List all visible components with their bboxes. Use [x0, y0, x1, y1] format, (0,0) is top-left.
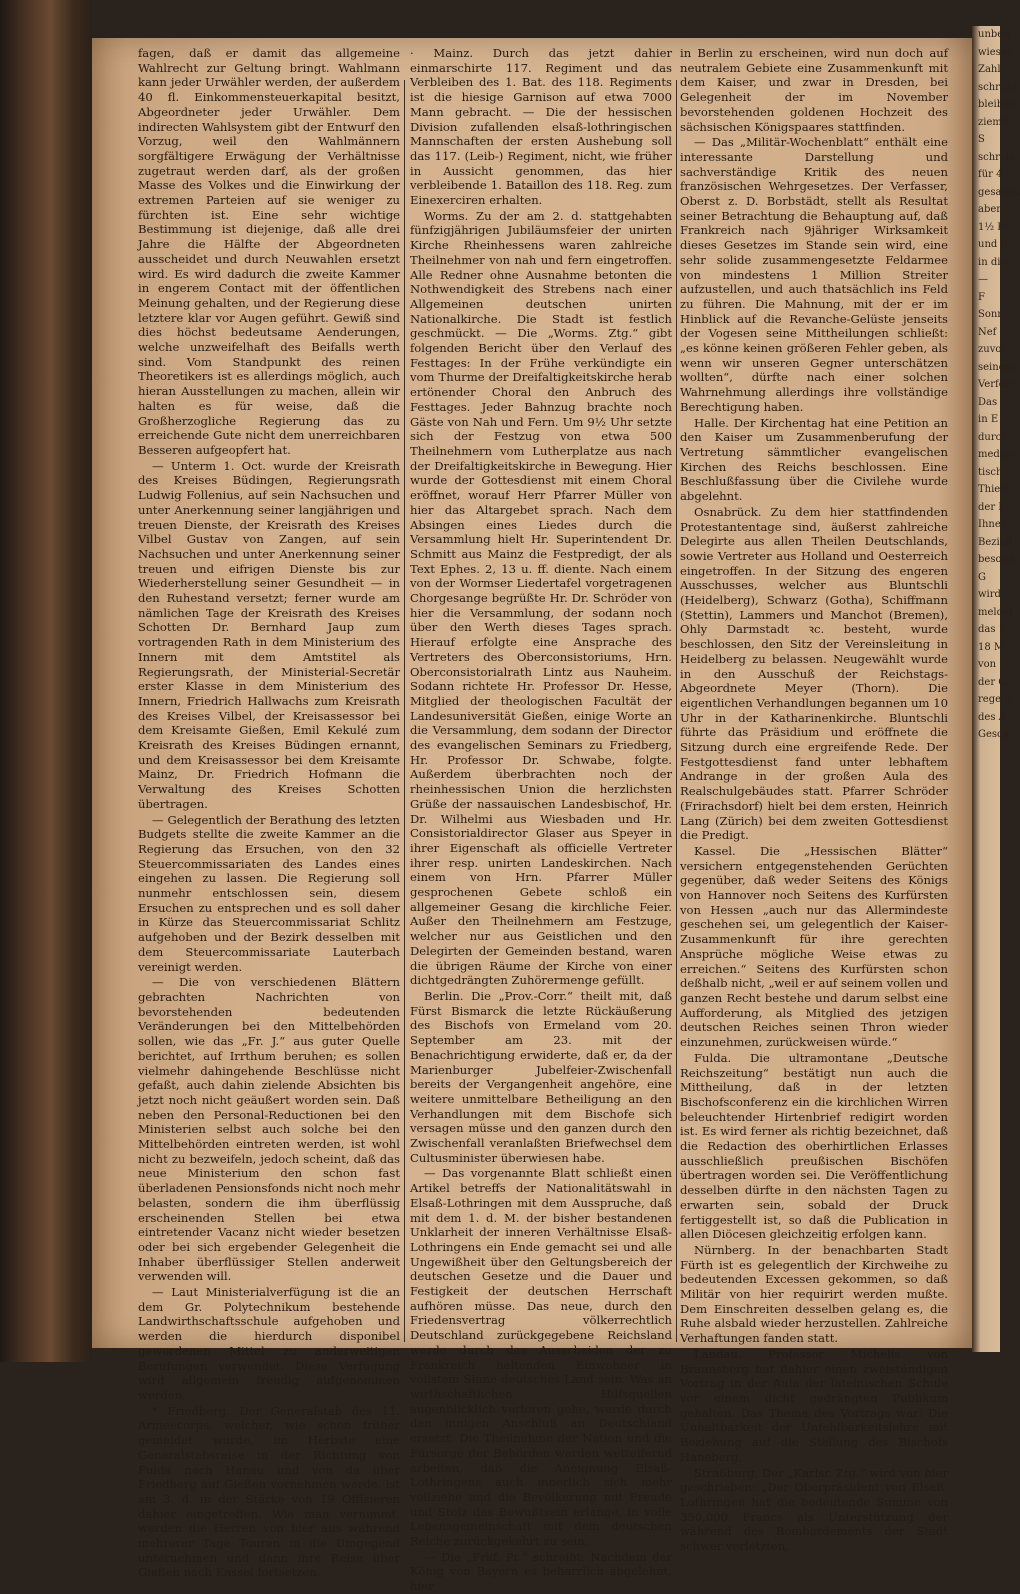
next-page-fragment: —: [978, 274, 988, 285]
next-page-fragment: Das: [978, 396, 998, 408]
next-page-fragment: meldet: [978, 606, 1013, 618]
article-paragraph: — Gelegentlich der Berathung des letzten Budgets stellte die zweite Kammer an die Regierung das Ersuchen, von den 32 Steuercommissariaten des Landes eines eingehen zu lassen. Die Regierung soll nunmehr entschlossen sein, diesem Ersuchen zu entsprechen und es soll daher in Kürze das Steuercommissariat Schlitz aufgehoben und der Bezirk desselben mit dem Steuercommissariate Lauterbach vereinigt werden.: [138, 812, 400, 974]
next-page-fragment: ziemli: [978, 116, 1009, 128]
right-column: [680, 46, 948, 1554]
adjacent-page-edge: [972, 26, 1020, 1352]
next-page-fragment: mediciv: [978, 449, 1018, 460]
next-page-fragment: der G: [978, 676, 1007, 688]
article-paragraph: — Das „Militär-Wochenblatt“ enthält eine interessante Darstellung und sachverständige Kritik des neuen französischen Wehrgesetzes. Der Verfasser, Oberst z. D. Borbstädt, stellt als Resultat seiner Betrachtung die Behauptung auf, daß Frankreich nach 9jähriger Wirksamkeit dieses Gesetzes im Stande sein wird, eine sehr solide zusammengesetzte Feldarmee von mindestens 1 Million Streiter aufzustellen, und auch thatsächlich ins Feld zu führen. Die Mahnung, mit der er im Hinblick auf die Revanche-Gelüste jenseits der Vogesen seine Mittheilungen schließt: „es könne keinen größeren Fehler geben, als wenn wir unseren Gegner unterschätzen wollten“, dürfte nach einer solchen Wahrnehmung allerdings ihre vollständige Berechtigung haben.: [680, 135, 948, 414]
book-spine: [0, 0, 92, 1362]
next-page-fragment: gesamm: [978, 186, 1020, 198]
article-paragraph: Worms. Zu der am 2. d. stattgehabten fünfzigjährigen Jubiläumsfeier der unirten Kirche Rheinhessens waren zahlreiche Theilnehmer von nah und fern eingetroffen. Alle Redner ohne Ausnahme betonten die Nothwendigkeit des Strebens nach einer Allgemeinen deutschen unirten Nationalkirche. Die Stadt ist festlich geschmückt. — Die „Worms. Ztg.“ gibt folgenden Bericht über den Verlauf des Festtages: In der Frühe verkündigte ein vom Thurme der Dreifaltigkeitskirche herab ertönender Choral den Anbruch des Festtages. Jeder Bahnzug brachte noch Gäste von Nah und Fern. Um 9½ Uhr setzte sich der Festzug von etwa 500 Theilnehmern vom Lutherplatze aus nach der Dreifaltigkeitskirche in Bewegung. Hier wurde der Gottesdienst mit einem Choral eröffnet, worauf Herr Pfarrer Müller von hier das Altargebet sprach. Nach dem Absingen eines Liedes durch die Versammlung hielt Hr. Superintendent Dr. Schmitt aus Mainz die Festpredigt, der als Text Ephes. 2, 13 u. ff. diente. Nach einem von der Wormser Liedertafel vorgetragenen Chorgesange begrüßte Hr. Dr. Schröder von hier die Versammlung, der sodann noch über den Werth dieses Tages sprach. Hierauf erfolgte eine Ansprache des Vertreters des Oberconsistoriums, Hrn. Oberconsistorialrath Lintz aus Nauheim. Sodann richtete Hr. Professor Dr. Hesse, Mitglied der theologischen Facultät der Landesuniversität Gießen, einige Worte an die Versammlung, dem sodann der Director des evangelischen Seminars zu Friedberg, Hr. Professor Dr. Schwabe, folgte. Außerdem überbrachten noch der rheinhessischen Union die herzlichsten Grüße der nassauischen Landesbischof, Hr. Dr. Wilhelmi aus Wiesbaden und Hr. Consistorialdirector Glaser aus Speyer in ihrer Eigenschaft als officielle Vertreter ihrer resp. unirten Landeskirchen. Nach einem von Hrn. Pfarrer Müller gesprochenen Gebete schloß ein allgemeiner Gesang die kirchliche Feier. Außer den Theilnehmern am Festzuge, welcher nur aus Geistlichen und den Delegirten der Gemeinden bestand, waren die übrigen Räume der Kirche von einer dichtgedrängten Zuhörermenge gefüllt.: [410, 208, 672, 988]
left-column: [138, 46, 400, 1580]
article-paragraph: Straßburg. Der „Karlsr. Ztg.“ wird von hier geschrieben: „Der Oberpräsident von Elsaß-Lothringen hat die bedeutende Summe von 350,000 Francs als Unterstützung der während des Bombardements der Stadt schwer verletzten,: [680, 1465, 948, 1554]
next-page-fragment: wiesen: [978, 46, 1014, 58]
next-page-fragment: das 1: [978, 624, 1006, 635]
article-paragraph: * Friedberg. Der Generalstab des 11. Armeecorps, welcher, wie schon früher gemeldet wurde, im Herbste eine Generalstabsreise in der Richtung von Fulda nach Hanau und von da über Friedberg auf Gießen vornehmen werde, ist am 3. d. in der Stärke von 19 Offizieren dahier eingetroffen. Wie man vernimmt, werden die Herren von hier aus während mehrerer Tage Touren in die Umgegend unternehmen und dann ihre Reise über Gießen nach Kassel fortsetzen.: [138, 1403, 400, 1580]
article-paragraph: Kassel. Die „Hessischen Blätter“ versichern entgegenstehenden Gerüchten gegenüber, daß weder Seitens des Königs von Hannover noch Seitens des Kurfürsten von Hessen „auch nur das Allermindeste geschehen sei, um gelegentlich der Kaiser-Zusammenkunft für ihre gerechten Ansprüche mögliche Weise etwas zu erreichen.“ Seitens des Kurfürsten schon deßhalb nicht, „weil er auf seinem vollen und ganzen Recht bestehe und darum selbst eine Aufforderung, als Mitglied des jetzigen deutschen Reiches seinen Thron wieder einzunehmen, zurückweisen würde.“: [680, 843, 948, 1050]
next-page-fragment: S: [978, 134, 985, 145]
column-divider: [404, 80, 405, 1342]
article-paragraph: — Laut Ministerialverfügung ist die an dem Gr. Polytechnikum bestehende Landwirthschaftsschule aufgehoben und werden die hierdurch disponibel gewordenen Mittel zu anderweitigen Berufungen verwendet. Diese Verfügung wird allgemein freudig aufgenommen werden.: [138, 1285, 400, 1402]
article-paragraph: — Die von verschiedenen Blättern gebrachten Nachrichten von bevorstehenden bedeutenden Veränderungen bei den Mittelbehörden sollen, wie das „Fr. J.“ aus guter Quelle berichtet, auf Irrthum beruhen; es sollen vielmehr dahingehende Beschlüsse nicht gefaßt, auch dahin zielende Absichten bis jetzt noch nicht geäußert worden sein. Daß neben den Personal-Reductionen bei den Ministerien selbst auch solche bei den Mittelbehörden eintreten werden, ist wohl nicht zu bezweifeln, jedoch scheint, daß das neue Ministerium den schon fast überladenen Pensionsfonds nicht noch mehr belasten, sondern die ihm überflüssig erscheinenden Stellen bei etwa eintretender Vacanz nicht wieder besetzen oder bei sich ergebender Gelegenheit die Inhaber überflüssiger Stellen anderweit verwenden will.: [138, 975, 400, 1284]
next-page-fragment: Zahl: [978, 64, 1001, 75]
next-page-fragment: und fi: [978, 239, 1008, 250]
next-page-fragment: besond: [978, 554, 1015, 565]
next-page-fragment: durch: [978, 431, 1008, 443]
article-paragraph: — Das vorgenannte Blatt schließt einen Artikel betreffs der Nationalitätswahl in Elsaß-Lothringen mit dem Ausspruche, daß mit dem 1. d. M. der bisher bestandenen Unklarheit der inneren Verhältnisse Elsaß-Lothringens ein Ende gemacht sei und alle Ungewißheit über den Geltungsbereich der deutschen Gesetze und die Dauer und Festigkeit der deutschen Herrschaft aufhören müsse. Das neue, durch den Friedensvertrag völkerrechtlich Deutschland zurückgegebene Reichsland werde durch das Ausscheiden der zu Frankreich haltenden Einwohner in vollstem Sinne deutsches Land sein. Was an wirthschaftlichen Hilfsquellen augenblicklich verloren gehe, werde durch den innigen Anschluß an Deutschland ersetzt. Die Theilnahme der Nation und die Fürsorge der Behörden werden wetteifernd arbeiten, daß die Aneignung Elsaß-Lothringens auch innerlich sich mehr vollziehe und die Bevölkerung mit Freude und Stolz das Bewußtsein erlange, in volle Lebensgemeinschaft mit dem deutschen Reiche zurückgekehrt zu sein.: [410, 1166, 672, 1549]
next-page-fragment: in E: [978, 414, 999, 425]
next-page-fragment: G: [978, 571, 986, 583]
next-page-fragment: Verfert: [978, 379, 1014, 390]
next-page-fragment: F: [978, 291, 985, 303]
next-page-fragment: 1½ Pf: [978, 221, 1008, 233]
next-page-fragment: regeln: [978, 694, 1011, 705]
next-page-fragment: Sonn: [978, 309, 1004, 320]
next-page-fragment: unbew: [978, 29, 1012, 40]
next-page-fragment: von: [978, 659, 997, 670]
next-page-fragment: für 4: [978, 169, 1003, 180]
article-paragraph: Fulda. Die ultramontane „Deutsche Reichszeitung“ bestätigt nun auch die Mittheilung, daß in der letzten Bischofsconferenz ein die kirchlichen Wirren beleuchtender Hirtenbrief redigirt worden ist. Es wird ferner als richtig bezeichnet, daß die Redaction des oberhirtlichen Erlasses ausschließlich preußischen Bischöfen übertragen worden sei. Die Veröffentlichung desselben dürfte in den nächsten Tagen zu erwarten sein, sobald der Druck fertiggestellt ist, so daß die Publication in allen Diöcesen gleichzeitig erfolgen kann.: [680, 1050, 948, 1242]
next-page-fragment: tisch: [978, 466, 1003, 478]
article-paragraph: — Die „Frkf. Pr.“ schreibt: Nachdem der König von Bayern es beharrlich abgelehnt, hier: [410, 1549, 672, 1594]
next-page-fragment: der F: [978, 501, 1006, 513]
article-paragraph: Berlin. Die „Prov.-Corr.“ theilt mit, daß Fürst Bismarck die letzte Rückäußerung des Bischofs von Ermeland vom 20. September am 23. mit der Benachrichtigung erwiderte, daß er, da der Marienburger Jubelfeier-Zwischenfall bereits der Vergangenheit angehöre, eine weitere unmittelbare Betheiligung an den Verhandlungen mit dem Bischofe sich versagen müsse und den ganzen durch den Zwischenfall veranlaßten Briefwechsel dem Cultusminister überwiesen habe.: [410, 989, 672, 1165]
next-page-fragment: in die: [978, 256, 1007, 268]
next-page-fragment: bleiben: [978, 99, 1016, 110]
article-paragraph: · Mainz. Durch das jetzt dahier einmarschirte 117. Regiment und das Verbleiben des 1. Bat. des 118. Regiments ist die hiesige Garnison auf etwa 7000 Mann gebracht. — Die der hessischen Division zufallenden elsaß-lothringischen Mannschaften der ersten Aushebung soll das 117. (Leib-) Regiment, nicht, wie früher in Aussicht genommen, das hier verbleibende 1. Bataillon des 118. Reg. zum Einexerciren erhalten.: [410, 46, 672, 208]
next-page-fragment: Ihnen: [978, 519, 1008, 530]
article-paragraph: Halle. Der Kirchentag hat eine Petition an den Kaiser um Zusammenberufung der Vertretung sämmtlicher evangelischen Kirchen des Reichs beschlossen. Eine Beschlußfassung über die Civilehe wurde abgelehnt.: [680, 415, 948, 504]
next-page-fragment: zuvor: [978, 344, 1007, 355]
next-page-fragment: wird: [978, 589, 1001, 600]
article-paragraph: in Berlin zu erscheinen, wird nun doch auf neutralem Gebiete eine Zusammenkunft mit dem Kaiser, und zwar in Dresden, bei Gelegenheit der im November bevorstehenden goldenen Hochzeit des sächsischen Königspaares stattfinden.: [680, 46, 948, 134]
next-page-fragment: Gesch: [978, 729, 1010, 740]
next-page-fragment: Bezieh: [978, 536, 1013, 548]
next-page-fragment: seinem: [978, 361, 1015, 373]
middle-column: [410, 46, 672, 1594]
next-page-fragment: schreib: [978, 151, 1016, 163]
next-page-fragment: Nef: [978, 326, 997, 338]
article-paragraph: Landau. Professor Michelis von Braunsberg hat dahier einen zweistündigen Vortrag in der Aula der lateinischen Schule vor einem dicht gedrängten Publikum gehalten. Das Thema des Vortrags war: Die Unhaltbarkeit der Unfehlbarkeitslehre mit Beziehung auf die Stellung des Bischofs Haneberg.: [680, 1346, 948, 1464]
next-page-fragment: schriftw: [978, 81, 1020, 93]
next-page-fragment: des A: [978, 711, 1006, 723]
article-paragraph: — Unterm 1. Oct. wurde der Kreisrath des Kreises Büdingen, Regierungsrath Ludwig Follenius, auf sein Nachsuchen und unter Anerkennung seiner langjährigen und treuen Dienste, der Kreisrath des Kreises Vilbel Gustav von Zangen, auf sein Nachsuchen und unter Anerkennung seiner treuen und eifrigen Dienste bis zur Wiederherstellung seiner Gesundheit — in den Ruhestand versetzt; ferner wurde am nämlichen Tage der Kreisrath des Kreises Schotten Dr. Bernhard Jaup zum vortragenden Rath in dem Ministerium des Innern mit dem Amtstitel als Regierungsrath, der Ministerial-Secretär erster Klasse in dem Ministerium des Innern, Friedrich Hallwachs zum Kreisrath des Kreises Vilbel, der Kreisassessor bei dem Kreisamte Gießen, Emil Kekulé zum Kreisrath des Kreises Büdingen ernannt, und dem Kreisassessor bei dem Kreisamte Mainz, Dr. Friedrich Hofmann die Verwaltung des Kreises Schotten übertragen.: [138, 458, 400, 811]
article-paragraph: Osnabrück. Zu dem hier stattfindenden Protestantentage sind, äußerst zahlreiche Delegirte aus allen Theilen Deutschlands, sowie Vertreter aus Holland und Oesterreich eingetroffen. In der Sitzung des engeren Ausschusses, welcher aus Bluntschli (Heidelberg), Schwarz (Gotha), Schiffmann (Stettin), Lammers und Manchot (Bremen), Ohly Darmstadt ꝛc. besteht, wurde beschlossen, den Sitz der Vereinsleitung in Heidelberg zu belassen. Neugewählt wurde in den Ausschuß der Reichstags-Abgeordnete Meyer (Thorn). Die eigentlichen Verhandlungen begannen um 10 Uhr in der Katharinenkirche. Bluntschli führte das Präsidium und eröffnete die Sitzung durch eine ergreifende Rede. Der Festgottesdienst fand unter lebhaftem Andrange in der großen Aula des Realschulgebäudes statt. Pfarrer Schröder (Frirachsdorf) hielt bei dem ersten, Heinrich Lang (Zürich) bei dem zweiten Gottesdienst die Predigt.: [680, 504, 948, 843]
next-page-fragment: Thiere: [978, 484, 1011, 495]
next-page-fragment: 18 M: [978, 641, 1005, 653]
next-page-fragment: aber: [978, 204, 1002, 215]
article-paragraph: fagen, daß er damit das allgemeine Wahlrecht zur Geltung bringt. Wahlmann kann jeder Urwähler werden, der außerdem 40 fl. Einkommensteuerkapital besitzt, Abgeordneter jeder Urwähler. Dem indirecten Wahlsystem gibt der Entwurf den Vorzug, weil den Wahlmännern sorgfältigere Erwägung der Verhältnisse zugetraut werden darf, als der großen Masse des Volkes und die Einwirkung der extremen Parteien auf sie weniger zu fürchten ist. Eine sehr wichtige Bestimmung ist diejenige, daß alle drei Jahre die Hälfte der Abgeordneten ausscheidet und durch Neuwahlen ersetzt wird. Es wird dadurch die zweite Kammer in engerem Contact mit der öffentlichen Meinung gehalten, und der Regierung diese letztere klar vor Augen geführt. Gewiß sind dies höchst bedeutsame Aenderungen, welche unzweifelhaft des Beifalls werth sind. Vom Standpunkt des reinen Theoretikers ist es allerdings möglich, auch hieran Ausstellungen zu machen, allein wir halten es für weise, daß die Großherzogliche Regierung das zu erreichende Gute nicht dem unerreichbaren Besseren aufgeopfert hat.: [138, 46, 400, 457]
column-divider: [676, 80, 677, 1342]
article-paragraph: Nürnberg. In der benachbarten Stadt Fürth ist es gelegentlich der Kirchweihe zu bedeutenden Excessen gekommen, so daß Militär von hier requirirt werden mußte. Dem Einschreiten desselben gelang es, die Ruhe alsbald wieder herzustellen. Zahlreiche Verhaftungen fanden statt.: [680, 1242, 948, 1346]
